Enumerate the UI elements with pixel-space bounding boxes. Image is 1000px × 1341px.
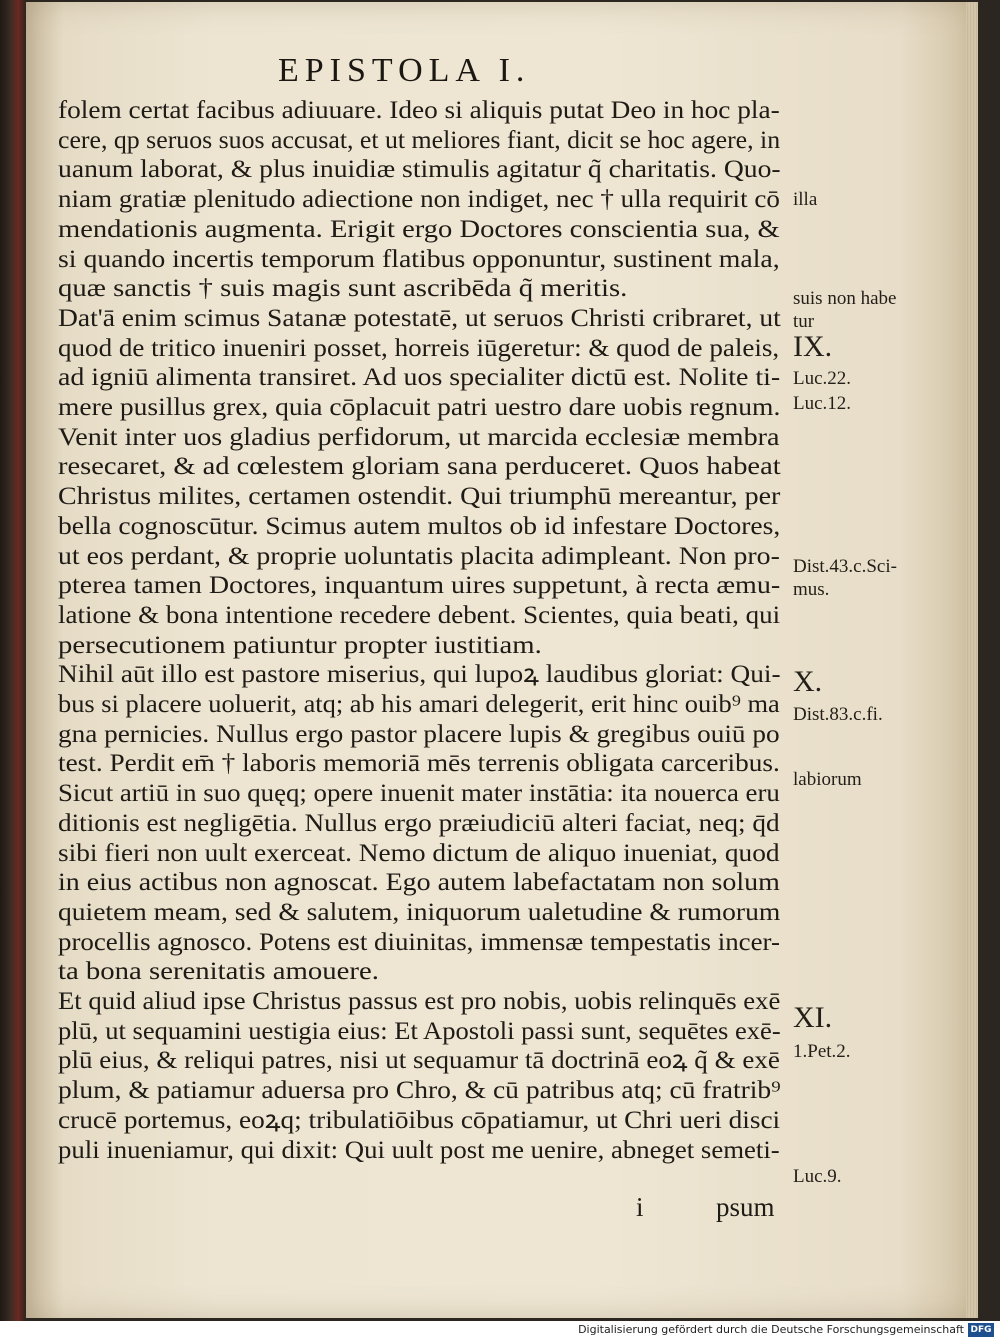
margin-note: tur: [793, 311, 815, 332]
running-head: EPISTOLA I.: [278, 52, 531, 89]
text-line: sibi fieri non uult exerceat. Nemo dictum de aliquo inueniat, quod: [58, 840, 780, 867]
text-line: si quando incertis temporum flatibus opponuntur, sustinent mala,: [58, 246, 780, 273]
text-line: Christus milites, certamen ostendit. Qui triumphū mereantur, per: [58, 483, 781, 510]
text-line: Venit inter uos gladius perfidorum, ut marcida ecclesiæ membra: [58, 424, 780, 451]
text-line: gna pernicies. Nullus ergo pastor placere lupis & gregibus ouiū po: [58, 721, 780, 748]
margin-note: labiorum: [793, 769, 862, 790]
margin-note: Dist.83.c.fi.: [793, 704, 883, 725]
text-line: bus si placere uoluerit, atq; ab his amari delegerit, erit hinc ouib⁹ ma: [58, 691, 780, 718]
text-line: crucē portemus, eoꝝq; tribulatiōibus cōpatiamur, ut Chri ueri disci: [58, 1107, 781, 1134]
text-line: procellis agnosco. Potens est diuinitas, immensæ tempestatis incer-: [58, 929, 780, 956]
margin-note: illa: [793, 189, 818, 210]
text-line: pterea tamen Doctores, inquantum uires suppetunt, à recta æmu-: [58, 572, 781, 599]
text-line: cere, qp seruos suos accusat, et ut meliores fiant, dicit se hoc agere, in: [58, 127, 781, 154]
text-line: test. Perdit em̄ † laboris memoriā mēs terrenis obligata carceribus.: [58, 750, 780, 777]
text-line: ut eos perdant, & proprie uoluntatis placita adimpleant. Non pro-: [58, 543, 780, 570]
margin-note: X.: [793, 665, 823, 698]
text-line: latione & bona intentione recedere debent. Scientes, quia beati, qui: [58, 602, 781, 629]
text-line: ta bona serenitatis amouere.: [58, 958, 379, 985]
text-line: Sicut artiū in suo quęq; opere inuenit mater instātia: ita nouerca eru: [58, 780, 780, 807]
text-line: puli inueniamur, qui dixit: Qui uult post me uenire, abneget semeti-: [58, 1137, 780, 1164]
page-fore-edge: [966, 2, 978, 1318]
text-line: persecutionem patiuntur propter iustitiam.: [58, 632, 542, 659]
margin-note: Luc.12.: [793, 393, 852, 414]
text-line: plum, & patiamur aduersa pro Chro, & cū patribus atq; cū fratrib⁹: [58, 1077, 781, 1104]
text-line: mendationis augmenta. Erigit ergo Doctores conscientia sua, &: [58, 216, 780, 243]
margin-note: Luc.22.: [793, 368, 852, 389]
margin-note: XI.: [793, 1001, 833, 1034]
text-line: ditionis est negligētia. Nullus ergo præiudiciū alteri faciat, neq; q̄d: [58, 810, 780, 837]
book-spine-edge: [0, 0, 26, 1321]
text-line: plū eius, & reliqui patres, nisi ut sequamur tā doctrinā eoꝝ q̃ & exē: [58, 1047, 780, 1074]
signature-mark: i: [636, 1192, 644, 1222]
text-line: niam gratiæ plenitudo adiectione non indiget, nec † ulla requirit cō: [58, 186, 780, 213]
dfg-logo: DFG: [968, 1323, 994, 1337]
text-line: Nihil aūt illo est pastore miserius, qui lupoꝝ laudibus gloriat: Qui-: [58, 661, 781, 688]
funding-credit: Digitalisierung gefördert durch die Deutsche Forschungsgemeinschaft: [578, 1323, 964, 1336]
text-line: resecaret, & ad cœlestem gloriam sana perduceret. Quos habeat: [58, 453, 781, 480]
text-line: Et quid aliud ipse Christus passus est pro nobis, uobis relinquēs exē: [58, 988, 781, 1015]
text-line: quæ sanctis † suis magis sunt ascribēda q̃ meritis.: [58, 275, 628, 302]
margin-note: mus.: [793, 579, 830, 600]
text-line: Dat'ā enim scimus Satanæ potestatē, ut seruos Christi cribraret, ut: [58, 305, 781, 332]
text-line: quietem meam, sed & salutem, iniquorum ualetudine & rumorum: [58, 899, 781, 926]
text-line: mere pusillus grex, quia cōplacuit patri uestro dare uobis regnum.: [58, 394, 781, 421]
footer-bar: [0, 1321, 1000, 1341]
text-line: folem certat facibus adiuuare. Ideo si aliquis putat Deo in hoc pla-: [58, 97, 780, 124]
margin-note: suis non habe: [793, 288, 897, 309]
margin-note: 1.Pet.2.: [793, 1041, 851, 1062]
margin-note: IX.: [793, 330, 833, 363]
text-line: bella cognoscūtur. Scimus autem multos ob id infestare Doctores,: [58, 513, 781, 540]
text-line: plū, ut sequamini uestigia eius: Et Apostoli passi sunt, sequētes exē-: [58, 1018, 781, 1045]
text-line: uanum laborat, & plus inuidiæ stimulis agitatur q̃ charitatis. Quo-: [58, 156, 781, 183]
text-line: ad igniū alimenta transiret. Ad uos specialiter dictū est. Nolite ti-: [58, 364, 781, 391]
catchword: psum: [716, 1192, 775, 1222]
text-line: quod de tritico inueniri posset, horreis iūgeretur: & quod de paleis,: [58, 335, 780, 362]
margin-note: Dist.43.c.Sci-: [793, 556, 897, 577]
text-line: in eius actibus non agnoscat. Ego autem labefactatam non solum: [58, 869, 780, 896]
margin-note: Luc.9.: [793, 1166, 842, 1187]
